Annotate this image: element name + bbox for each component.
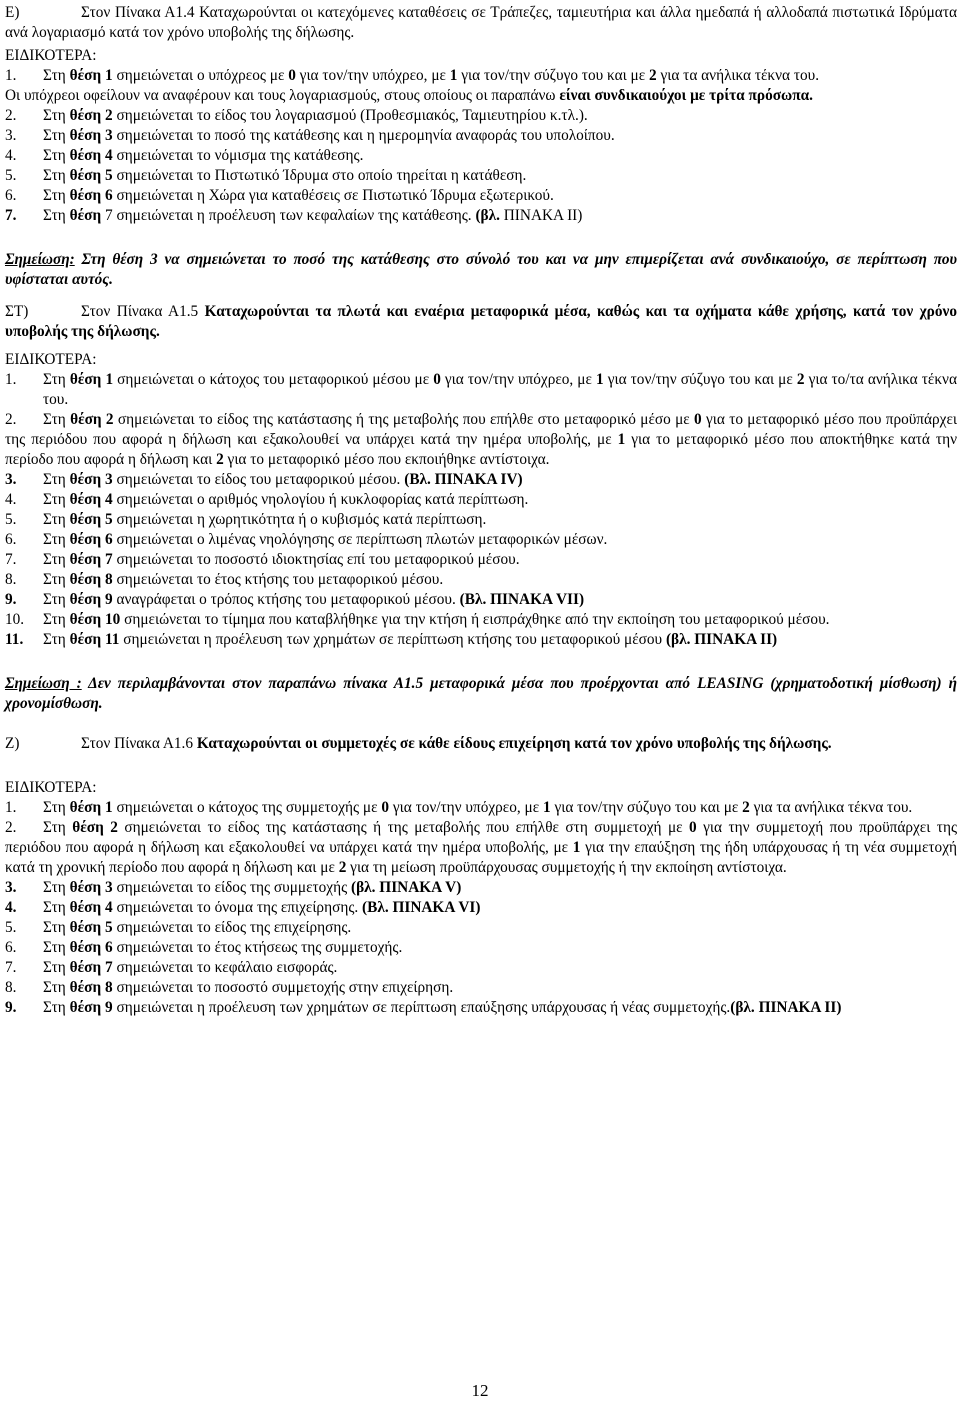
section-e-heading: ΕΙΔΙΚΟΤΕΡΑ: (5, 47, 97, 64)
list-item: 1. Στη θέση 1 σημειώνεται ο κάτοχος της συμμετοχής με 0 για τον/την υπόχρεο, με 1 για τον/την σύζυγο του και με 2 για τα ανήλικα τέκνα του. (5, 799, 913, 816)
list-item: 4. Στη θέση 4 σημειώνεται το όνομα της επιχείρησης. (Βλ. ΠΙΝΑΚΑ VI) (5, 899, 481, 916)
section-z-heading: ΕΙΔΙΚΟΤΕΡΑ: (5, 779, 97, 796)
list-item: 2. Στη θέση 2 σημειώνεται το είδος του λογαριασμού (Προθεσμιακός, Ταμιευτηρίου κ.τλ.). (5, 107, 588, 124)
list-item: 3. Στη θέση 3 σημειώνεται το είδος της συμμετοχής (βλ. ΠΙΝΑΚΑ V) (5, 879, 462, 896)
list-item: 2. Στη θέση 2 σημειώνεται το είδος της κατάστασης ή της μεταβολής που επήλθε στη συμμετοχή με 0 για την συμμετοχή που προϋπάρχει της περιόδου που αφορά η δήλωση και εξακολουθεί να υπάρχει κατά την ημέρα υποβολής, με 1 για την επαύξηση της ήδη υπάρχουσας ή τη νέα συμμετοχή κατά τη χρονική περίοδο που αφορά η δήλωση και με 2 για τη μείωση προϋπάρχουσας συμμετοχής ή την εκποίηση αντίστοιχα. (5, 819, 957, 876)
section-e-label: Ε) (5, 4, 20, 21)
list-item: 1. Στη θέση 1 σημειώνεται ο υπόχρεος με 0 για τον/την υπόχρεο, με 1 για τον/την σύζυγο του και με 2 για τα ανήλικα τέκνα του. (5, 67, 820, 84)
list-item: 6. Στη θέση 6 σημειώνεται ο λιμένας νηολόγησης σε περίπτωση πλωτών μεταφορικών μέσων. (5, 531, 608, 548)
list-item: 10. Στη θέση 10 σημειώνεται το τίμημα που καταβλήθηκε για την κτήση ή εισπράχθηκε από την εκποίηση του μεταφορικού μέσου. (5, 611, 830, 628)
list-item: 11. Στη θέση 11 σημειώνεται η προέλευση των χρημάτων σε περίπτωση κτήσης του μεταφορικού μέσου (βλ. ΠΙΝΑΚΑ ΙΙ) (5, 631, 778, 648)
list-item: 2. Στη θέση 2 σημειώνεται το είδος της κατάστασης ή της μεταβολής που επήλθε στο μεταφορικό μέσο με 0 για το μεταφορικό μέσο που προϋπάρχει της περιόδου που αφορά η δήλωση και εξακολουθεί να υπάρχει κατά την ημέρα υποβολής, με 1 για το μεταφορικό μέσο που αποκτήθηκε κατά την περίοδο που αφορά η δήλωση και 2 για το μεταφορικό μέσο που εκποιήθηκε αντίστοιχα. (5, 411, 957, 468)
list-item: 5. Στη θέση 5 σημειώνεται η χωρητικότητα ή ο κυβισμός κατά περίπτωση. (5, 511, 487, 528)
list-item: 7. Στη θέση 7 σημειώνεται το κεφάλαιο εισφοράς. (5, 959, 338, 976)
list-item: 7. Στη θέση 7 σημειώνεται η προέλευση των κεφαλαίων της κατάθεσης. (βλ. ΠΙΝΑΚΑ ΙΙ) (5, 207, 583, 224)
list-item: 4. Στη θέση 4 σημειώνεται ο αριθμός νηολογίου ή κυκλοφορίας κατά περίπτωση. (5, 491, 529, 508)
section-st-title: ΣΤ) Στον Πίνακα Α1.5 Καταχωρούνται τα πλωτά και εναέρια μεταφορικά μέσα, καθώς και τα οχήματα κάθε χρήσης, κατά τον χρόνο υποβολής της δήλωσης. (5, 303, 957, 340)
section-st-heading: ΕΙΔΙΚΟΤΕΡΑ: (5, 351, 97, 368)
list-item: 9. Στη θέση 9 σημειώνεται η προέλευση των χρημάτων σε περίπτωση επαύξησης υπάρχουσας ή νέας συμμετοχής.(βλ. ΠΙΝΑΚΑ ΙΙ) (5, 999, 842, 1016)
list-item: 3. Στη θέση 3 σημειώνεται το ποσό της κατάθεσης και η ημερομηνία αναφοράς του υπολοίπου. (5, 127, 615, 144)
list-item: 3. Στη θέση 3 σημειώνεται το είδος του μεταφορικού μέσου. (Βλ. ΠΙΝΑΚΑ ΙV) (5, 471, 523, 488)
list-item: 9. Στη θέση 9 αναγράφεται ο τρόπος κτήσης του μεταφορικού μέσου. (Βλ. ΠΙΝΑΚΑ VII) (5, 591, 585, 608)
list-item: 4. Στη θέση 4 σημειώνεται το νόμισμα της κατάθεσης. (5, 147, 364, 164)
list-item: 8. Στη θέση 8 σημειώνεται το έτος κτήσης του μεταφορικού μέσου. (5, 571, 444, 588)
paragraph: Οι υπόχρεοι οφείλουν να αναφέρουν και τους λογαριασμούς, στους οποίους οι παραπάνω είναι συνδικαιούχοι με τρίτα πρόσωπα. (5, 87, 813, 104)
page-number: 12 (471, 1381, 489, 1400)
section-e-title: Ε) Στον Πίνακα Α1.4 Καταχωρούνται οι κατεχόμενες καταθέσεις σε Τράπεζες, ταμιευτήρια και άλλα ημεδαπά ή αλλοδαπά πιστωτικά Ιδρύματα ανά λογαριασμό κατά τον χρόνο υποβολής της δήλωσης. (5, 4, 957, 41)
list-item: 7. Στη θέση 7 σημειώνεται το ποσοστό ιδιοκτησίας επί του μεταφορικού μέσου. (5, 551, 520, 568)
list-item: 5. Στη θέση 5 σημειώνεται το Πιστωτικό Ίδρυμα στο οποίο τηρείται η κατάθεση. (5, 167, 527, 184)
list-item: 6. Στη θέση 6 σημειώνεται η Χώρα για καταθέσεις σε Πιστωτικό Ίδρυμα εξωτερικού. (5, 187, 554, 204)
note-e: Σημείωση: Στη θέση 3 να σημειώνεται το ποσό της κατάθεσης στο σύνολό του και να μην επιμερίζεται ανά συνδικαιούχο, σε περίπτωση που υφίσταται αυτός. (5, 251, 957, 288)
list-item: 5. Στη θέση 5 σημειώνεται το είδος της επιχείρησης. (5, 919, 352, 936)
section-z-title: Ζ) Στον Πίνακα Α1.6 Καταχωρούνται οι συμμετοχές σε κάθε είδους επιχείρηση κατά τον χρόνο υποβολής της δήλωσης. (5, 735, 832, 752)
list-item: 8. Στη θέση 8 σημειώνεται το ποσοστό συμμετοχής στην επιχείρηση. (5, 979, 454, 996)
list-item: 6. Στη θέση 6 σημειώνεται το έτος κτήσεως της συμμετοχής. (5, 939, 403, 956)
note-st: Σημείωση : Δεν περιλαμβάνονται στον παραπάνω πίνακα Α1.5 μεταφορικά μέσα που προέρχονται από LEASING (χρηματοδοτική μίσθωση) ή χρονομίσθωση. (5, 675, 957, 712)
document-page (5, 0, 957, 1018)
list-item: 1. Στη θέση 1 σημειώνεται ο κάτοχος του μεταφορικού μέσου με 0 για τον/την υπόχρεο, με 1 για τον/την σύζυγο του και με 2 για το/τα ανήλικα τέκνα του. (5, 371, 957, 408)
